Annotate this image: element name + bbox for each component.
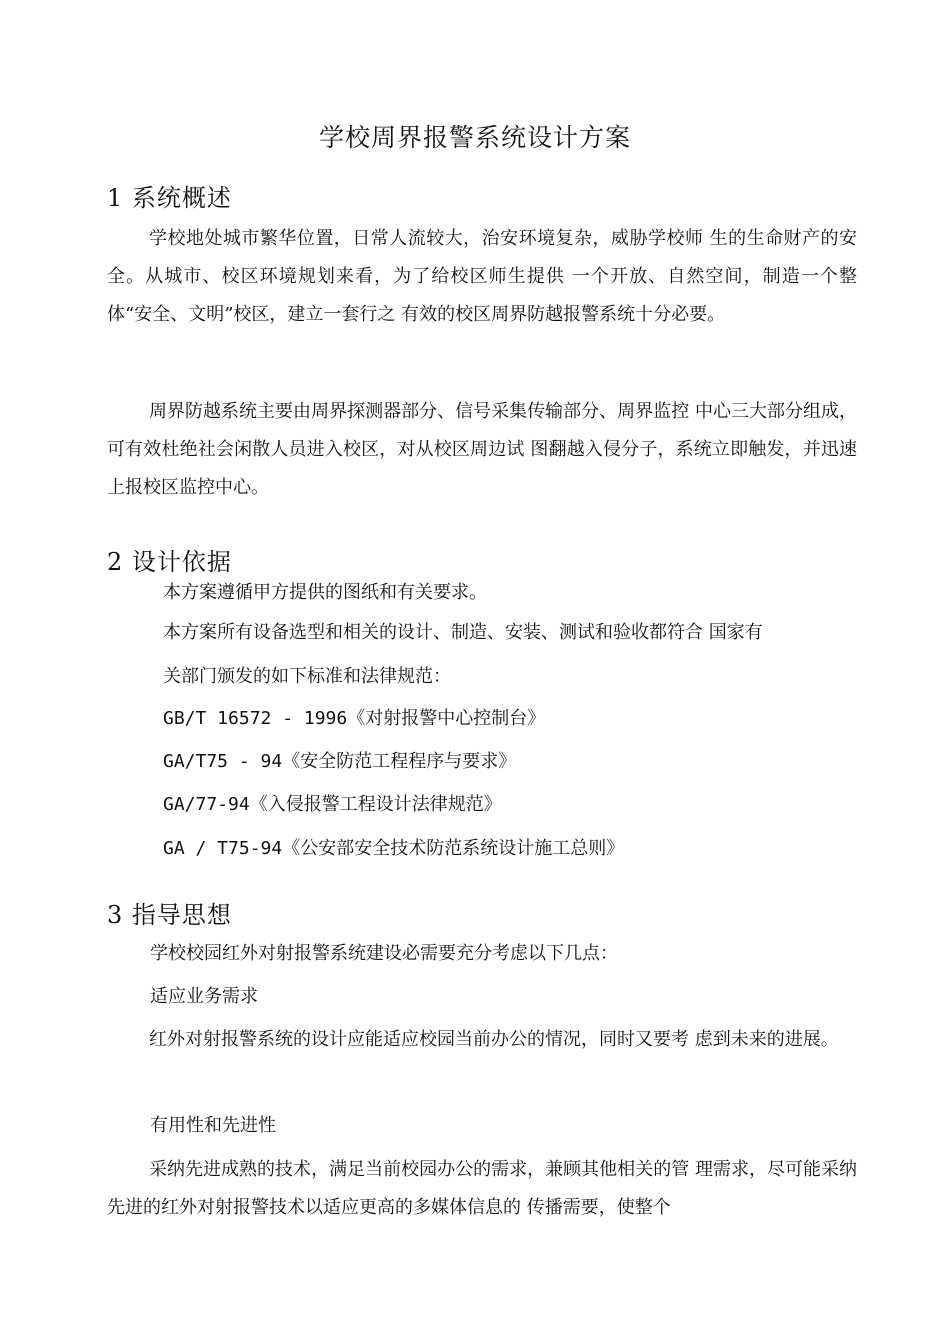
section-2-heading: 2 设计依据 <box>107 548 232 576</box>
subheading-business-needs: 适应业务需求 <box>150 986 258 1007</box>
subheading-practicality: 有用性和先进性 <box>150 1115 276 1136</box>
section-3-paragraph-1: 红外对射报警系统的设计应能适应校园当前办公的情况，同时又要考 虑到未来的进展。 <box>149 1029 839 1050</box>
guideline-intro: 学校校园红外对射报警系统建设必需要充分考虑以下几点： <box>150 943 618 964</box>
document-title: 学校周界报警系统设计方案 <box>318 123 631 152</box>
standard-item-3: GA/77-94《入侵报警工程设计法律规范》 <box>163 794 502 815</box>
standard-item-2: GA/T75 - 94《安全防范工程程序与要求》 <box>163 751 517 772</box>
section-3-heading: 3 指导思想 <box>107 901 232 929</box>
section-1-heading: 1 系统概述 <box>107 184 232 212</box>
section-3-paragraph-2: 采纳先进成熟的技术，满足当前校园办公的需求，兼顾其他相关的管 理需求，尽可能采纳先进的红外对射报警技术以适应更高的多媒体信息的 传播需要，使整个 <box>107 1159 857 1218</box>
standard-item-1: GB/T 16572 - 1996《对射报警中心控制台》 <box>163 708 546 729</box>
basis-line-1: 本方案遵循甲方提供的图纸和有关要求。 <box>163 582 487 603</box>
section-1-paragraph-2: 周界防越系统主要由周界探测器部分、信号采集传输部分、周界监控 中心三大部分组成，可有效杜绝社会闲散人员进入校区，对从校区周边试 图翻越入侵分子，系统立即触发，并迅速上报校区监控中心。 <box>107 401 857 498</box>
basis-line-2: 本方案所有设备选型和相关的设计、制造、安装、测试和验收都符合 国家有 <box>163 622 763 643</box>
basis-line-3: 关部门颁发的如下标准和法律规范： <box>163 666 451 687</box>
standard-item-4: GA / T75-94《公安部安全技术防范系统设计施工总则》 <box>163 838 625 859</box>
section-1-paragraph-1: 学校地处城市繁华位置，日常人流较大，治安环境复杂，威胁学校师 生的生命财产的安全。从城市、校区环境规划来看，为了给校区师生提供 一个开放、自然空间，制造一个整体“安全、文明”校区，建立一套行之 有效的校区周界防越报警系统十分必要。 <box>107 228 857 325</box>
